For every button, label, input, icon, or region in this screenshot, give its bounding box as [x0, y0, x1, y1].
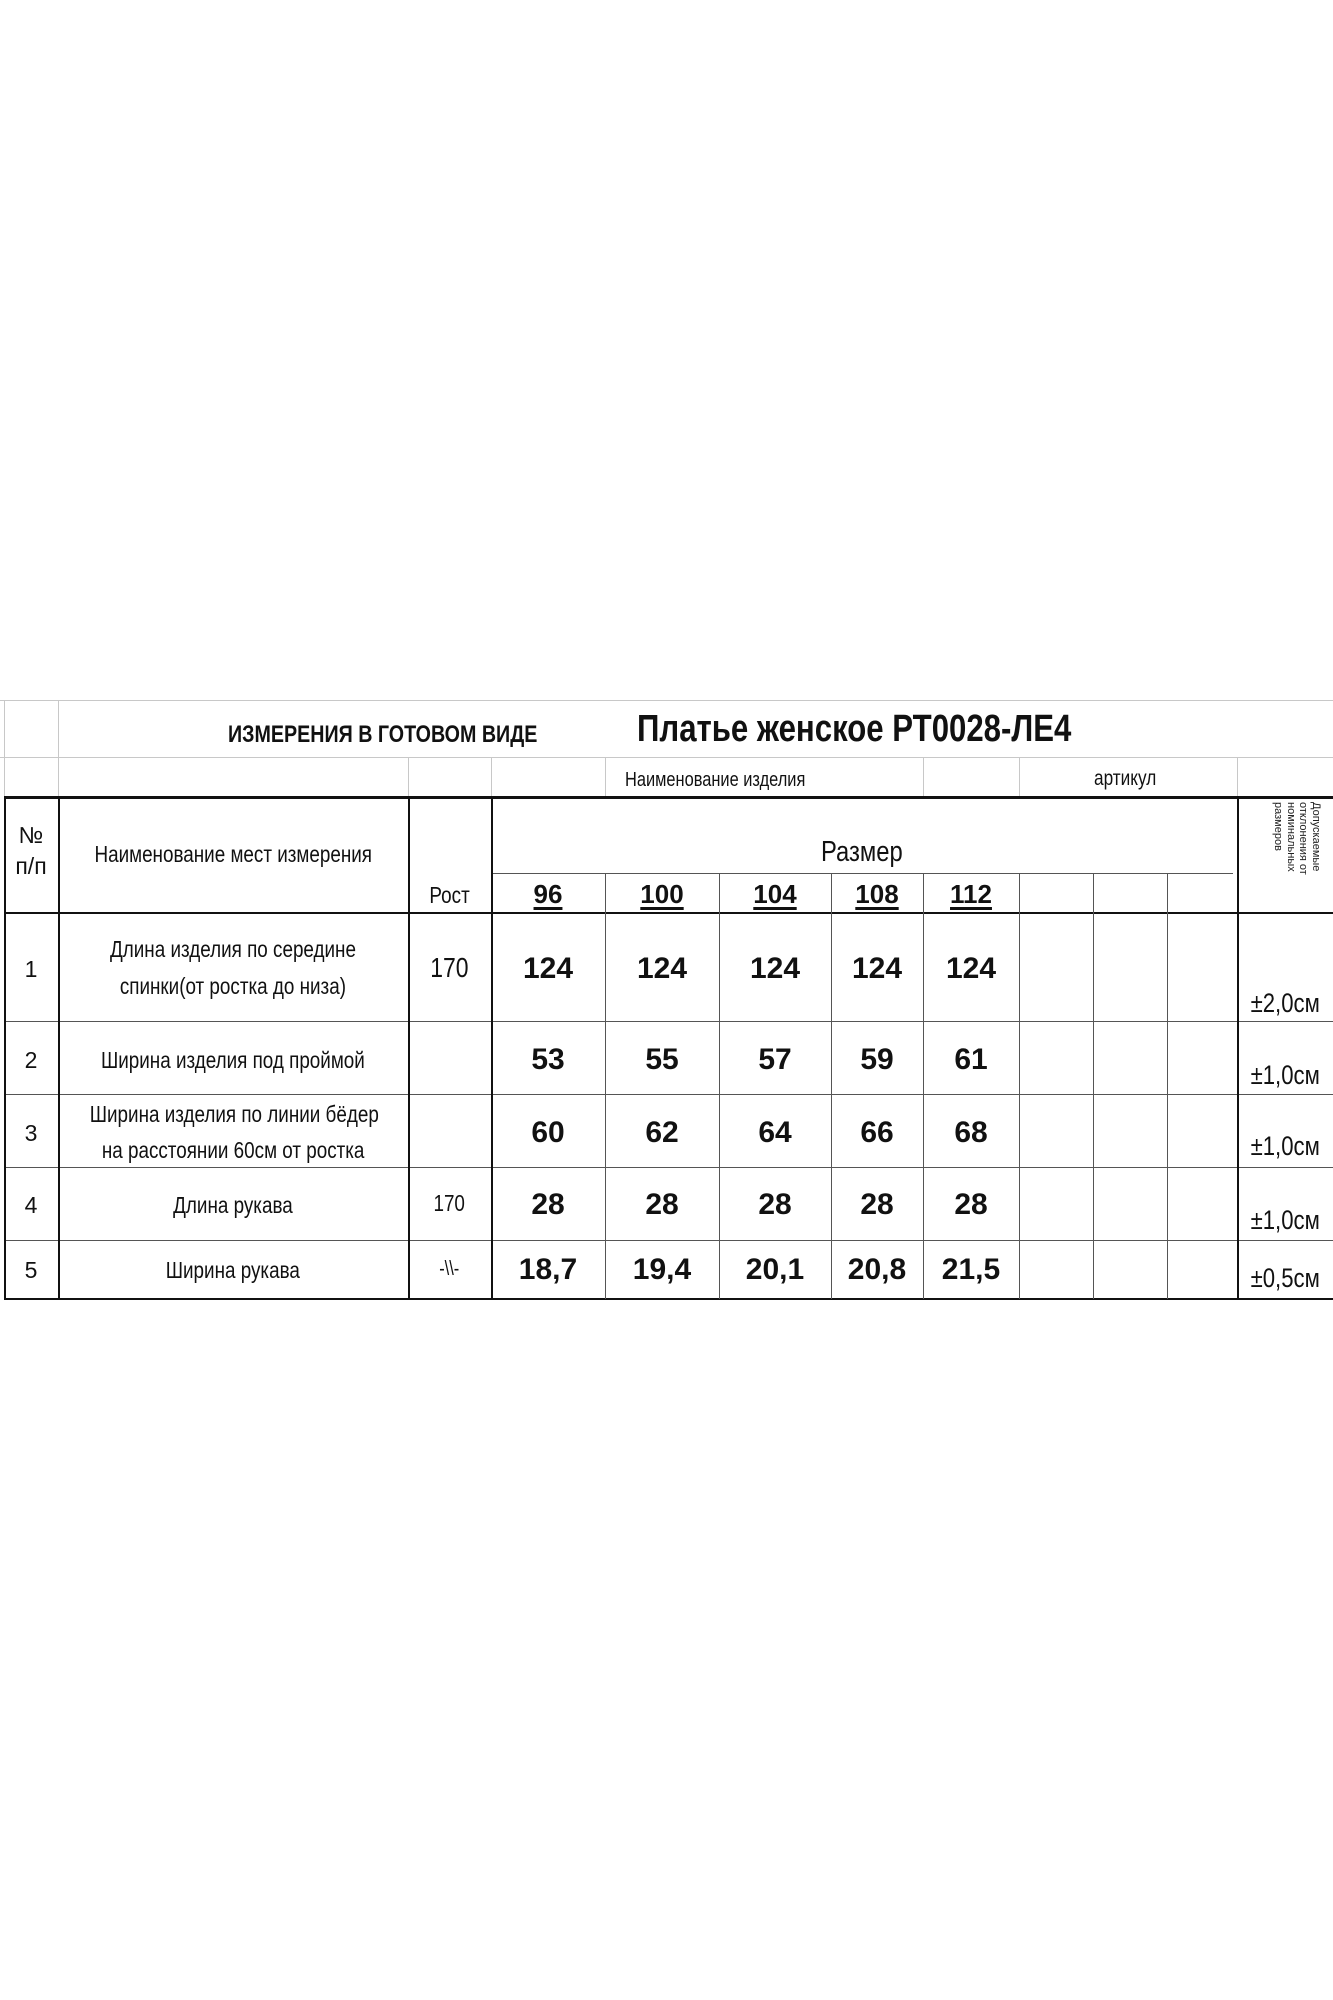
- row-value: 59: [860, 1043, 894, 1076]
- product-title: Платье женское РТ0028-ЛЕ4: [637, 708, 1072, 750]
- row-name: Ширина изделия по линии бёдер на расстоянии 60см от ростка: [89, 1101, 379, 1163]
- col-line: [719, 873, 720, 1299]
- size-header: 96: [533, 879, 563, 909]
- grid-line: [0, 700, 1333, 701]
- grid-line: [605, 757, 606, 797]
- row-value: 28: [758, 1188, 792, 1221]
- row-height: -\\-: [439, 1258, 460, 1280]
- row-tolerance: ±1,0см: [1250, 1205, 1320, 1235]
- size-header: 112: [950, 879, 992, 909]
- row-tolerance: ±1,0см: [1250, 1131, 1320, 1161]
- grid-line: [1019, 757, 1020, 797]
- size-header-divider: [491, 873, 1233, 874]
- size-header: 104: [753, 879, 797, 909]
- grid-line: [4, 700, 5, 797]
- row-value: 20,1: [745, 1253, 805, 1286]
- size-header: 100: [640, 879, 684, 909]
- row-value: 18,7: [518, 1253, 578, 1286]
- row-value: 55: [645, 1043, 679, 1076]
- row-value: 68: [954, 1116, 988, 1149]
- grid-line: [923, 757, 924, 797]
- row-value: 62: [645, 1116, 679, 1149]
- row-name: Ширина изделия под проймой: [101, 1047, 365, 1073]
- size-header: 108: [855, 879, 899, 909]
- row-name: Длина рукава: [173, 1192, 293, 1218]
- col-height-header: Рост: [429, 882, 470, 908]
- col-line: [831, 873, 832, 1299]
- col-no-header: № п/п: [15, 822, 47, 879]
- col-line: [1019, 873, 1020, 1299]
- row-value: 19,4: [632, 1253, 692, 1286]
- product-name-label: Наименование изделия: [625, 769, 806, 791]
- row-value: 64: [758, 1116, 792, 1149]
- row-value: 28: [645, 1188, 679, 1221]
- row-number: 3: [24, 1120, 38, 1146]
- row-tolerance: ±2,0см: [1250, 988, 1320, 1018]
- row-number: 2: [24, 1047, 38, 1073]
- col-tolerance-header: Допускаемые отклонения от номинальных размеров: [1272, 802, 1322, 875]
- row-tolerance: ±0,5см: [1250, 1263, 1320, 1293]
- row-value: 57: [758, 1043, 792, 1076]
- row-value: 60: [531, 1116, 565, 1149]
- sheet-subtitle: ИЗМЕРЕНИЯ В ГОТОВОМ ВИДЕ: [228, 721, 538, 748]
- row-height: 170: [433, 1190, 466, 1216]
- table-bottom-border: [4, 1298, 1333, 1300]
- row-number: 1: [24, 956, 38, 982]
- col-line: [1167, 873, 1168, 1299]
- col-size-header: Размер: [821, 836, 903, 868]
- col-name-header: Наименование мест измерения: [94, 841, 372, 867]
- row-line: [4, 1094, 1333, 1095]
- col-line: [1093, 873, 1094, 1299]
- grid-line: [1237, 757, 1238, 797]
- row-height: 170: [430, 952, 469, 983]
- row-value: 21,5: [941, 1253, 1001, 1286]
- row-value: 53: [531, 1043, 565, 1076]
- row-tolerance: ±1,0см: [1250, 1060, 1320, 1090]
- row-value: 66: [860, 1116, 894, 1149]
- col-line: [408, 796, 410, 1299]
- grid-line: [408, 757, 409, 797]
- row-value: 20,8: [847, 1253, 907, 1286]
- row-value: 124: [522, 952, 574, 985]
- row-line: [4, 1021, 1333, 1022]
- row-value: 28: [860, 1188, 894, 1221]
- col-line: [605, 873, 606, 1299]
- row-line: [4, 1167, 1333, 1168]
- row-value: 61: [954, 1043, 988, 1076]
- row-value: 124: [945, 952, 997, 985]
- row-value: 28: [954, 1188, 988, 1221]
- row-value: 124: [851, 952, 903, 985]
- grid-line: [0, 757, 1333, 758]
- row-value: 124: [749, 952, 801, 985]
- table-top-border: [4, 796, 1333, 799]
- grid-line: [491, 757, 492, 797]
- row-line: [4, 1240, 1333, 1241]
- row-name: Длина изделия по середине спинки(от ростка до низа): [110, 936, 356, 999]
- row-line: [4, 912, 1333, 914]
- col-line: [58, 796, 60, 1299]
- grid-line: [58, 700, 59, 797]
- row-value: 28: [531, 1188, 565, 1221]
- row-number: 4: [24, 1192, 38, 1218]
- row-name: Ширина рукава: [165, 1257, 301, 1283]
- row-number: 5: [24, 1257, 38, 1283]
- row-value: 124: [636, 952, 688, 985]
- col-line: [923, 873, 924, 1299]
- article-label: артикул: [1094, 767, 1157, 790]
